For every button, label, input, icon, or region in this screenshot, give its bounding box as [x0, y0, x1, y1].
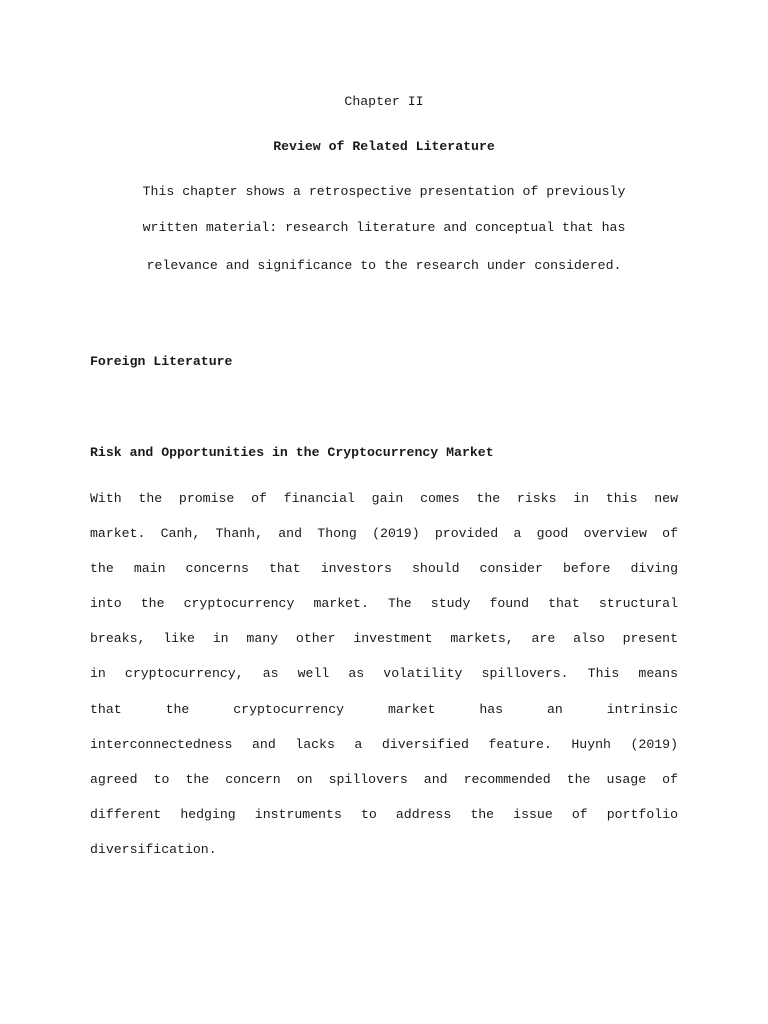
chapter-label: Chapter II — [344, 94, 424, 109]
body-line: that the cryptocurrency market has an intrinsic — [90, 702, 678, 717]
body-line: in cryptocurrency, as well as volatility spillovers. This means — [90, 666, 678, 681]
body-line: agreed to the concern on spillovers and recommended the usage of — [90, 772, 678, 787]
body-line: diversification. — [90, 842, 217, 857]
intro-line: written material: research literature and conceptual that has — [142, 220, 626, 235]
section-heading: Foreign Literature — [90, 354, 233, 369]
body-line: interconnectedness and lacks a diversified feature. Huynh (2019) — [90, 737, 678, 752]
body-line: market. Canh, Thanh, and Thong (2019) provided a good overview of — [90, 526, 678, 541]
body-line: the main concerns that investors should consider before diving — [90, 561, 678, 576]
chapter-title: Review of Related Literature — [273, 139, 495, 154]
subsection-heading: Risk and Opportunities in the Cryptocurrency Market — [90, 445, 494, 460]
intro-line: relevance and significance to the research under considered. — [146, 258, 622, 273]
intro-line: This chapter shows a retrospective presentation of previously — [142, 184, 626, 199]
body-line: into the cryptocurrency market. The study found that structural — [90, 596, 678, 611]
body-line: different hedging instruments to address the issue of portfolio — [90, 807, 678, 822]
body-line: With the promise of financial gain comes the risks in this new — [90, 491, 678, 506]
body-line: breaks, like in many other investment markets, are also present — [90, 631, 678, 646]
